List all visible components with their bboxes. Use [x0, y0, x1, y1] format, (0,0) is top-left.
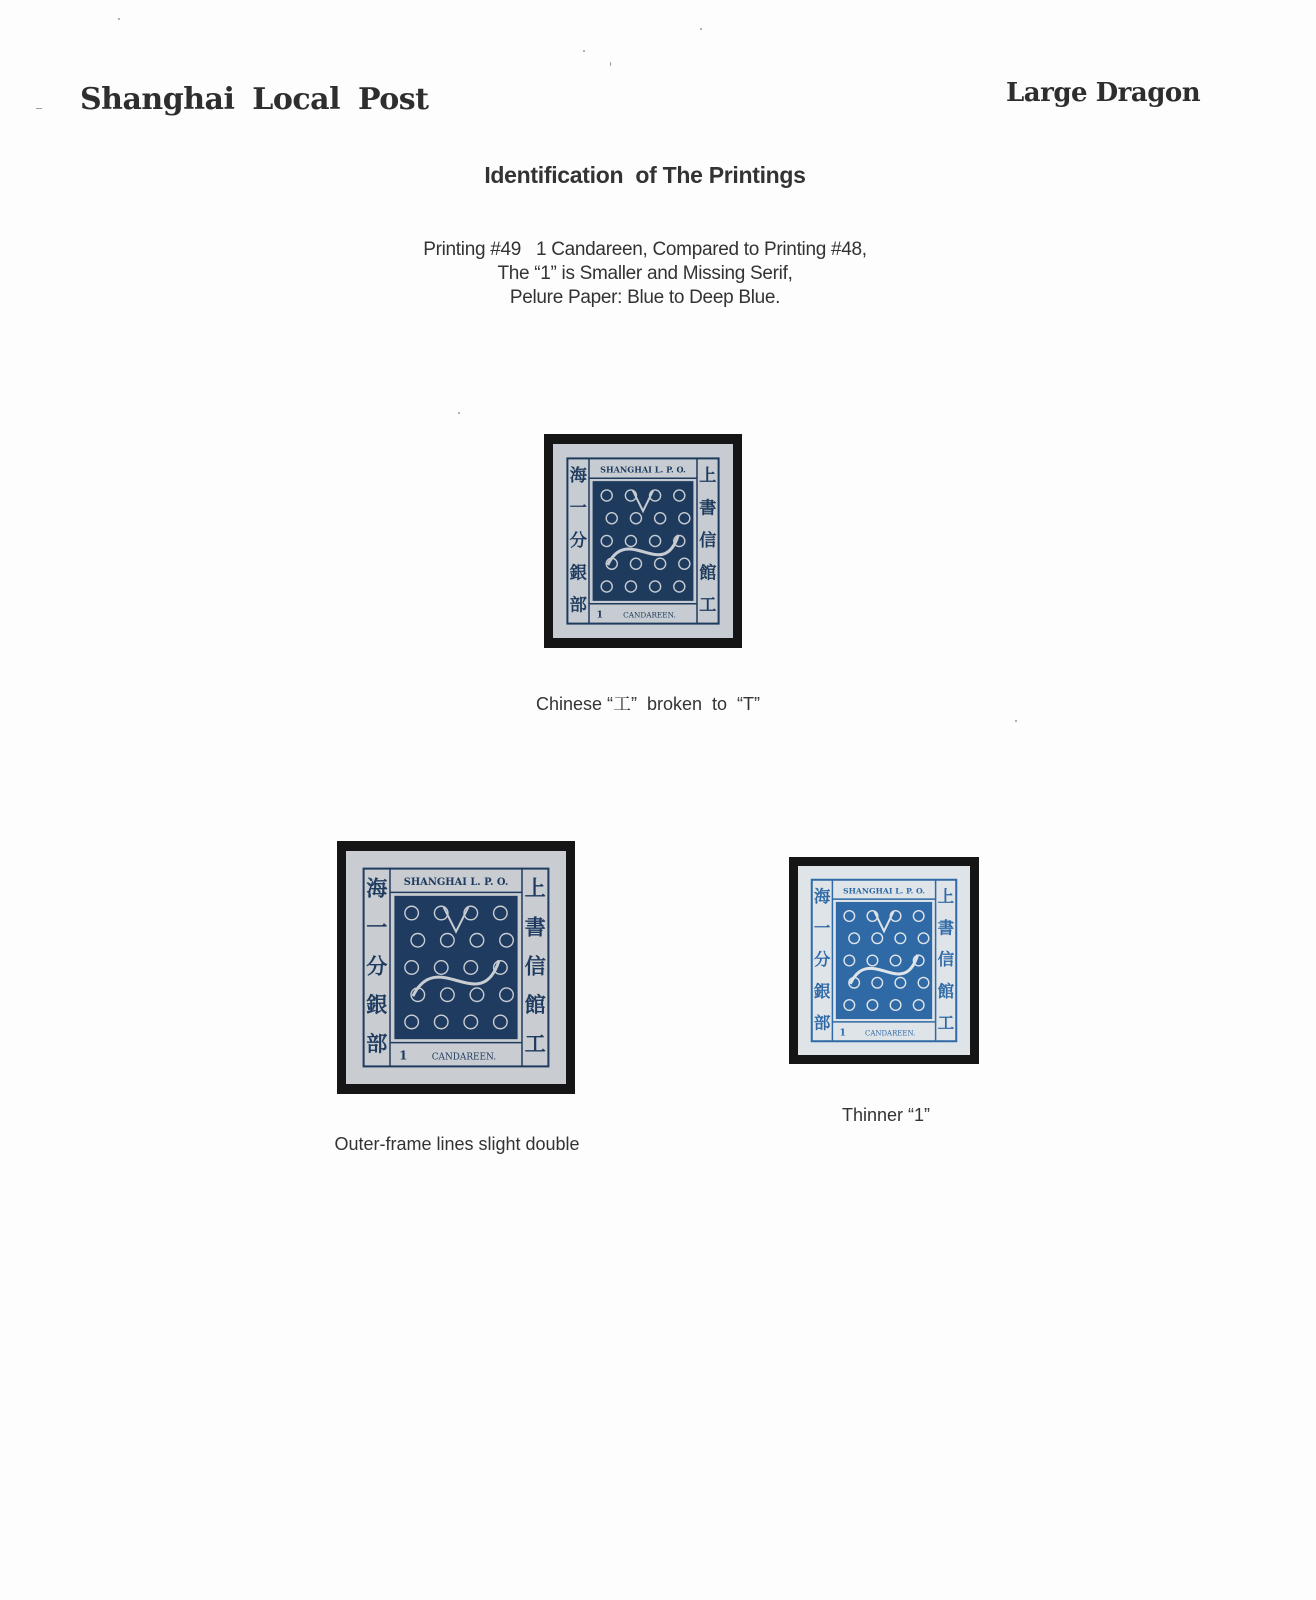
stamp-left-char: 海 — [366, 875, 388, 901]
stamp-right-char: 信 — [699, 530, 717, 551]
printing-description — [0, 238, 1290, 310]
section-title: Identification of The Printings — [484, 162, 806, 188]
album-title: Shanghai Local Post — [80, 82, 429, 117]
stamp-caption-1: Chinese “工” broken to “T” — [535, 694, 761, 714]
stamp-left-char: 銀 — [813, 981, 831, 1001]
series-title: Large Dragon — [1006, 78, 1201, 108]
dragon-panel — [593, 481, 694, 601]
stamp-mount-1 — [544, 434, 742, 648]
stamp-image-2 — [346, 851, 566, 1084]
stamp-bottom-label: CANDAREEN. — [865, 1029, 916, 1038]
stamp-image-1 — [553, 444, 733, 638]
stamp-image-3 — [798, 866, 970, 1055]
description-line-1: Printing #49 1 Candareen, Compared to Printing #48, — [423, 239, 867, 260]
stamp-left-char: 分 — [569, 530, 587, 551]
description-line-2: The “1” is Smaller and Missing Serif, — [497, 263, 793, 284]
stamp-right-char: 書 — [524, 914, 546, 940]
stamp-left-char: 一 — [569, 498, 587, 519]
stamp-left-char: 海 — [569, 466, 587, 487]
stamp-bottom-label: CANDAREEN. — [623, 610, 676, 620]
stamp-left-char: 一 — [813, 918, 831, 938]
stamp-left-char: 分 — [813, 950, 831, 970]
stamp-mount-2 — [337, 841, 575, 1094]
stamp-right-char: 上 — [937, 886, 955, 906]
stamp-caption-3: Thinner “1” — [841, 1105, 931, 1125]
stamp-right-char: 工 — [699, 595, 717, 616]
stamp-left-char: 海 — [813, 886, 831, 906]
stamp-value-numeral: 1 — [839, 1027, 846, 1039]
stamp-left-char: 部 — [569, 595, 587, 616]
stamp-top-label: SHANGHAI L. P. O. — [403, 877, 509, 889]
stamp-right-char: 館 — [699, 563, 717, 584]
dragon-panel — [394, 896, 517, 1039]
stamp-top-label: SHANGHAI L. P. O. — [600, 464, 686, 475]
stamp-left-char: 一 — [366, 914, 388, 940]
stamp-value-numeral: 1 — [399, 1048, 408, 1063]
stamp-right-char: 信 — [524, 953, 546, 979]
stamp-right-char: 信 — [937, 950, 955, 970]
stamp-right-char: 工 — [524, 1030, 546, 1056]
stamp-right-char: 書 — [699, 498, 717, 519]
stamp-left-char: 部 — [813, 1013, 831, 1033]
stamp-top-label: SHANGHAI L. P. O. — [843, 886, 925, 896]
stamp-right-char: 館 — [937, 981, 955, 1001]
description-line-3: Pelure Paper: Blue to Deep Blue. — [509, 287, 781, 308]
stamp-left-char: 銀 — [569, 563, 587, 584]
stamp-left-char: 分 — [366, 953, 388, 979]
dragon-panel — [836, 902, 932, 1019]
stamp-right-char: 上 — [524, 875, 546, 901]
stamp-bottom-label: CANDAREEN. — [431, 1052, 497, 1063]
stamp-mount-3 — [789, 857, 979, 1064]
stamp-left-char: 銀 — [366, 992, 388, 1018]
stamp-right-char: 書 — [937, 918, 955, 938]
stamp-caption-2: Outer-frame lines slight double — [334, 1134, 580, 1154]
stamp-right-char: 館 — [524, 992, 546, 1018]
stamp-right-char: 工 — [937, 1013, 955, 1033]
stamp-value-numeral: 1 — [596, 609, 604, 621]
stamp-left-char: 部 — [366, 1030, 388, 1056]
stamp-right-char: 上 — [699, 466, 717, 487]
